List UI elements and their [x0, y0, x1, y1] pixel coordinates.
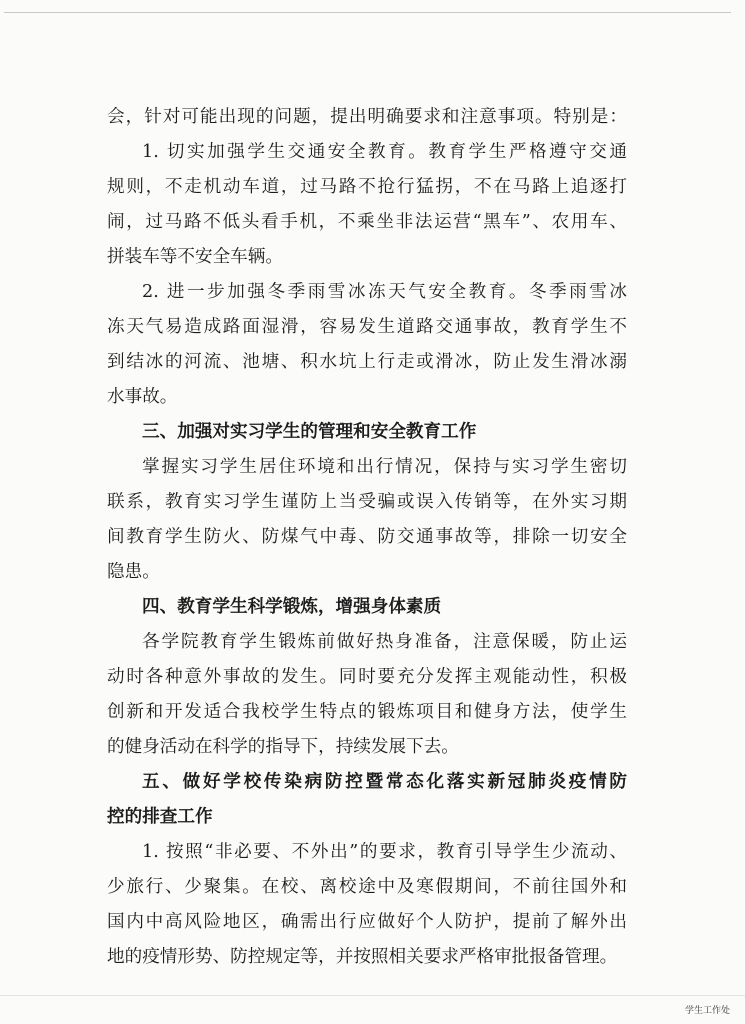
paragraph-line: 联系，教育实习学生谨防上当受骗或误入传销等，在外实习期 — [107, 492, 627, 512]
paragraph-line: 规则，不走机动车道，过马路不抢行猛拐，不在马路上追逐打 — [107, 177, 627, 197]
paragraph-line: 掌握实习学生居住环境和出行情况，保持与实习学生密切 — [142, 457, 627, 477]
paragraph-line: 冻天气易造成路面湿滑，容易发生道路交通事故，教育学生不 — [107, 317, 627, 337]
paragraph-line: 隐患。 — [107, 562, 160, 582]
paragraph-line: 1. 切实加强学生交通安全教育。教育学生严格遵守交通 — [142, 142, 627, 162]
paragraph-line: 创新和开发适合我校学生特点的锻炼项目和健身方法，使学生 — [107, 702, 627, 722]
paragraph-line: 到结冰的河流、池塘、积水坑上行走或滑冰，防止发生滑冰溺 — [107, 352, 627, 372]
paragraph-line: 少旅行、少聚集。在校、离校途中及寒假期间，不前往国外和 — [107, 877, 627, 897]
paragraph-line: 闹，过马路不低头看手机，不乘坐非法运营“黑车”、农用车、 — [107, 212, 627, 232]
section-heading-continuation: 控的排查工作 — [107, 807, 213, 827]
paragraph-line: 各学院教育学生锻炼前做好热身准备，注意保暖，防止运 — [142, 632, 627, 652]
paragraph-line: 动时各种意外事故的发生。同时要充分发挥主观能动性，积极 — [107, 667, 627, 687]
paragraph-line: 水事故。 — [107, 387, 178, 407]
paragraph-line: 2. 进一步加强冬季雨雪冰冻天气安全教育。冬季雨雪冰 — [142, 282, 627, 302]
scan-top-edge — [4, 12, 731, 13]
paragraph-line: 国内中高风险地区，确需出行应做好个人防护，提前了解外出 — [107, 912, 627, 932]
paragraph-line: 拼装车等不安全车辆。 — [107, 247, 283, 267]
section-heading: 五、做好学校传染病防控暨常态化落实新冠肺炎疫情防 — [142, 772, 627, 792]
paragraph-line: 间教育学生防火、防煤气中毒、防交通事故等，排除一切安全 — [107, 527, 627, 547]
watermark-label: 学生工作处 — [685, 1006, 731, 1016]
paragraph-line: 1. 按照“非必要、不外出”的要求，教育引导学生少流动、 — [142, 842, 627, 862]
document-body — [107, 100, 627, 975]
paragraph-line: 的健身活动在科学的指导下，持续发展下去。 — [107, 737, 459, 757]
section-heading: 四、教育学生科学锻炼，增强身体素质 — [142, 597, 442, 617]
section-heading: 三、加强对实习学生的管理和安全教育工作 — [142, 422, 477, 442]
paragraph-line: 会，针对可能出现的问题，提出明确要求和注意事项。特别是： — [107, 107, 627, 127]
paragraph-line: 地的疫情形势、防控规定等，并按照相关要求严格审批报备管理。 — [107, 947, 618, 967]
scan-bottom-edge — [0, 995, 745, 996]
